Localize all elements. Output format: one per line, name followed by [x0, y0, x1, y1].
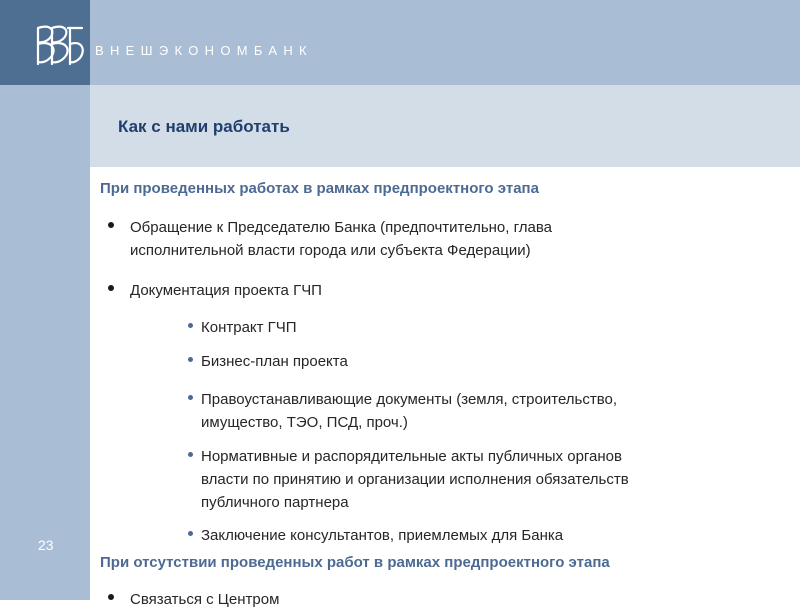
left-sidebar-strip [0, 85, 90, 600]
list-item-line: публичного партнера [201, 494, 349, 511]
list-item-line: Нормативные и распорядительные акты публичных органов [201, 448, 622, 465]
list-item-line: Правоустанавливающие документы (земля, строительство, [201, 391, 618, 408]
logo-box [0, 0, 90, 85]
sub-list-item [201, 445, 629, 514]
list-item-line: Бизнес-план проекта [201, 353, 348, 370]
list-item-line: Связаться с Центром [130, 591, 280, 608]
section-heading-without-works: При отсутствии проведенных работ в рамках предпроектного этапа [100, 554, 610, 571]
veb-monogram-icon [30, 16, 88, 74]
list-item-line: власти по принятию и организации исполнения обязательств [201, 471, 629, 488]
list-item-line: Документация проекта ГЧП [130, 282, 322, 299]
sub-list-item [201, 316, 297, 339]
list-item [130, 279, 322, 302]
list-item-line: исполнительной власти города или субъекта Федерации) [130, 242, 531, 259]
sub-list-item [201, 388, 617, 434]
list-item-line: Контракт ГЧП [201, 319, 297, 336]
section-heading-with-works: При проведенных работах в рамках предпроектного этапа [100, 180, 539, 197]
list-item-line: Обращение к Председателю Банка (предпочтительно, глава [130, 219, 552, 236]
page-number: 23 [38, 537, 54, 553]
list-item-line: имущество, ТЭО, ПСД, проч.) [201, 414, 408, 431]
sub-list-item [201, 524, 563, 547]
page-title: Как с нами работать [118, 117, 290, 136]
brand-name: ВНЕШЭКОНОМБАНК [95, 43, 313, 58]
list-item-line: Заключение консультантов, приемлемых для Банка [201, 527, 564, 544]
list-item [130, 216, 552, 262]
sub-list-item [201, 350, 348, 373]
